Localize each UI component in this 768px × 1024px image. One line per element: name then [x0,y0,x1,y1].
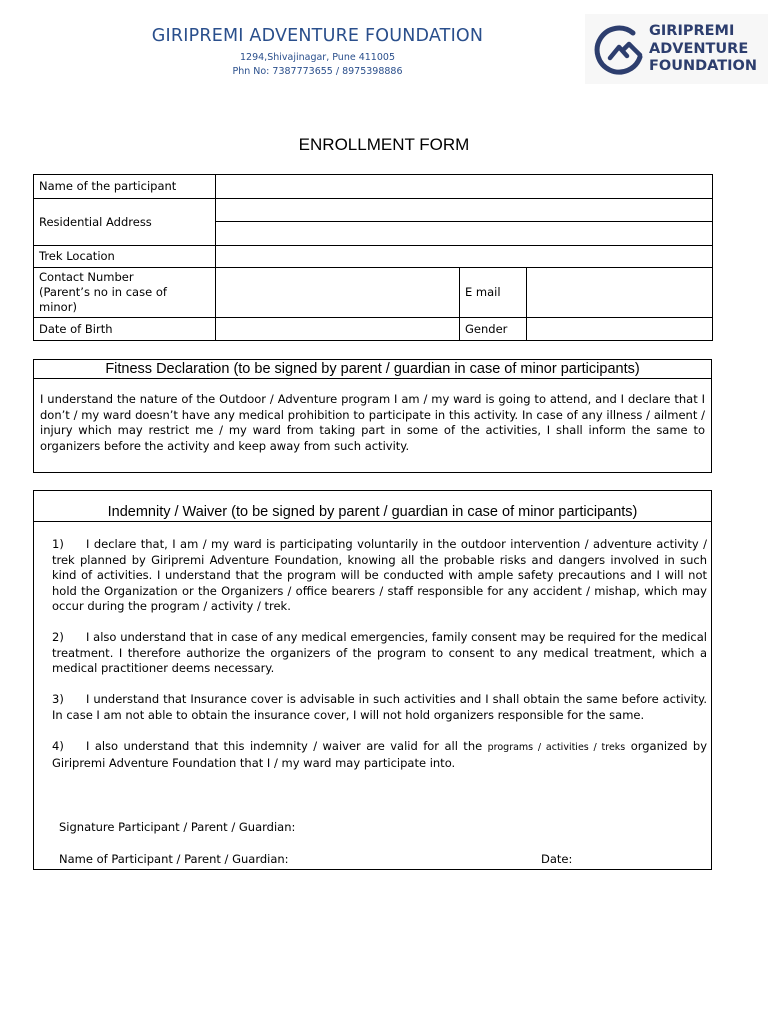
name-label: Name of the participant [34,175,216,199]
trek-location-label: Trek Location [34,246,216,268]
fitness-declaration-heading: Fitness Declaration (to be signed by parent / guardian in case of minor participants) [34,360,711,379]
dob-label: Date of Birth [34,318,216,341]
clause-text: I also understand that this indemnity / waiver are valid for all the [86,739,483,753]
trek-location-input-cell[interactable] [216,246,713,268]
contact-number-label [34,268,216,318]
organization-address: 1294,Shivajinagar, Pune 411005 [240,52,395,63]
organization-phone: Phn No: 7387773655 / 8975398886 [232,66,403,77]
dob-input-cell[interactable] [216,318,460,341]
clause-number: 3) [52,692,64,706]
fitness-declaration-section [33,359,712,473]
clause-number: 2) [52,630,64,644]
logo-text-line2: ADVENTURE [649,40,749,57]
date-label: Date: [541,852,573,866]
indemnity-clause-4 [52,739,707,771]
address-input-line1[interactable] [216,199,713,222]
contact-label-line3: minor) [39,300,77,314]
clause-text: I declare that, I am / my ward is participating voluntarily in the outdoor intervention / adventure activity / trek planned by Giripremi Adventure Foundation, knowing all the probable risks and dangers involved in such kind of activities. I understand that the program will be conducted with ample safety precautions and I will not hold the Organization or the Organizers / office bearers / staff responsible for any accident / mishap, which may occur during the program / activity / trek. [52,537,707,613]
address-input-line2[interactable] [216,222,713,246]
form-title: ENROLLMENT FORM [298,135,470,154]
clause-text: I also understand that in case of any medical emergencies, family consent may be required for the medical treatment. I therefore authorize the organizers of the program to consent to any medical treatment, which a medical practitioner deems necessary. [52,630,707,675]
clause-text-small: programs / activities / treks [487,742,626,753]
indemnity-clause-2 [52,630,707,677]
contact-label-line1: Contact Number [39,270,134,284]
participant-name-label: Name of Participant / Parent / Guardian: [59,852,289,866]
indemnity-clause-3 [52,692,707,723]
contact-number-input-cell[interactable] [216,268,460,318]
indemnity-clause-1 [52,537,707,615]
clause-text: I understand that Insurance cover is advisable in such activities and I shall obtain the same before activity. In case I am not able to obtain the insurance cover, I will not hold organizers responsible for the same. [52,692,707,722]
name-input-cell[interactable] [216,175,713,199]
signature-label: Signature Participant / Parent / Guardian: [59,820,296,834]
email-label: E mail [460,268,527,318]
logo-text-line1: GIRIPREMI [649,23,735,39]
participant-details-table [33,174,713,341]
clause-number: 1) [52,537,64,551]
organization-name: GIRIPREMI ADVENTURE FOUNDATION [151,26,484,46]
contact-label-line2: (Parent’s no in case of [39,285,167,299]
gender-label: Gender [460,318,527,341]
clause-number: 4) [52,739,64,753]
logo-text-line3: FOUNDATION [649,58,758,74]
foundation-logo [585,14,768,84]
clause-text-continued: organized by Giripremi Adventure Foundation that I / my ward may participate into. [52,739,708,770]
indemnity-waiver-section [33,490,712,870]
email-input-cell[interactable] [527,268,713,318]
address-label: Residential Address [34,199,216,246]
indemnity-waiver-heading: Indemnity / Waiver (to be signed by parent / guardian in case of minor participants) [34,491,711,522]
fitness-declaration-text: I understand the nature of the Outdoor / Adventure program I am / my ward is going to attend, and I declare that I don’t / my ward doesn’t have any medical prohibition to participate in this activity. In case of any illness / ailment / injury which may restrict me / my ward from taking part in some of the activities, I shall inform the same to organizers before the activity and keep away from such activity. [40,392,705,453]
mountain-circle-logo-icon [593,25,647,75]
gender-input-cell[interactable] [527,318,713,341]
